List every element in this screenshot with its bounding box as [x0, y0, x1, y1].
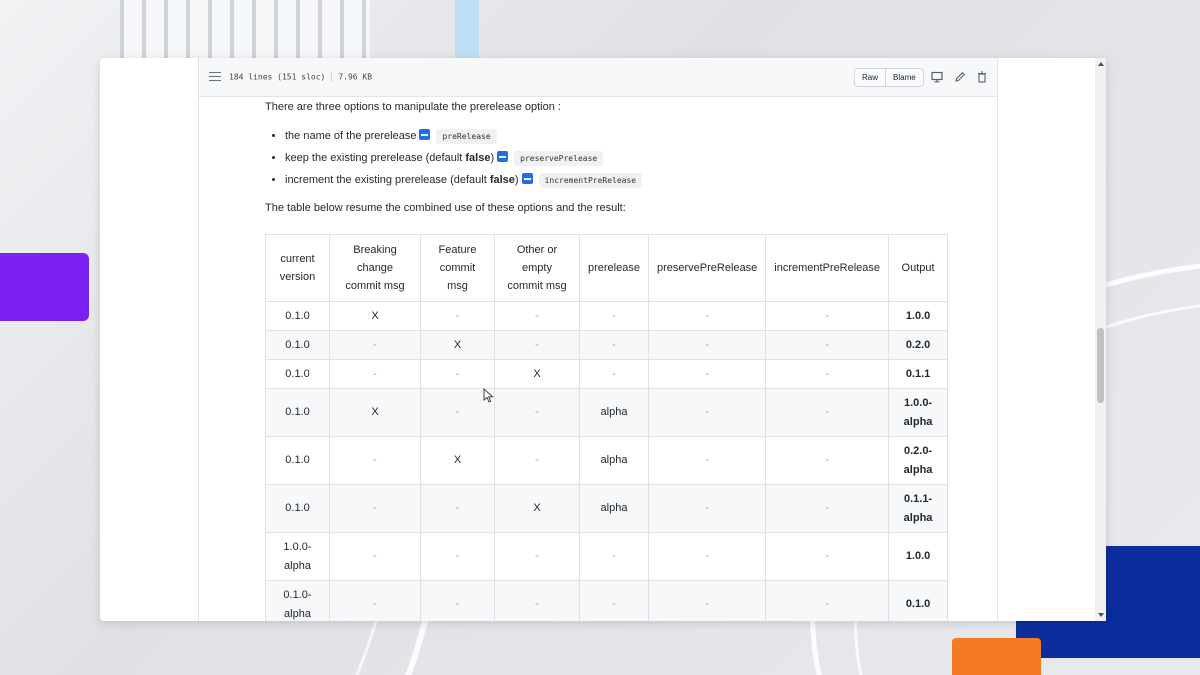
- col-increment-prerelease: incrementPreRelease: [766, 235, 889, 302]
- cell-preserve-prerelease: -: [648, 389, 765, 437]
- table-row: [266, 331, 948, 360]
- mouse-cursor-icon: [483, 388, 495, 404]
- background-orange-block: [952, 638, 1041, 675]
- cell-other: -: [495, 533, 580, 581]
- cell-increment-prerelease: -: [766, 485, 889, 533]
- background-stripes: [120, 0, 370, 60]
- cell-preserve-prerelease: -: [648, 485, 765, 533]
- cell-current-version: 0.1.0: [266, 360, 330, 389]
- col-feature-commit: Feature commit msg: [421, 235, 495, 302]
- cell-other: -: [495, 389, 580, 437]
- cell-output: 1.0.0-alpha: [889, 389, 948, 437]
- col-output: Output: [889, 235, 948, 302]
- cell-output: 0.1.0: [889, 581, 948, 622]
- cell-feature: -: [421, 360, 495, 389]
- cell-preserve-prerelease: -: [648, 302, 765, 331]
- cell-other: -: [495, 331, 580, 360]
- cell-prerelease: -: [580, 331, 649, 360]
- blame-button[interactable]: Blame: [885, 69, 923, 86]
- table-row: [266, 485, 948, 533]
- cell-current-version: 0.1.0-alpha: [266, 581, 330, 622]
- cell-preserve-prerelease: -: [648, 581, 765, 622]
- cell-output: 1.0.0: [889, 302, 948, 331]
- cell-current-version: 0.1.0: [266, 485, 330, 533]
- table-row: [266, 302, 948, 331]
- cell-preserve-prerelease: -: [648, 437, 765, 485]
- intro-paragraph: There are three options to manipulate the prerelease option :: [265, 101, 561, 113]
- file-viewer-window: [100, 58, 1106, 621]
- cell-increment-prerelease: -: [766, 581, 889, 622]
- cell-other: -: [495, 581, 580, 622]
- cell-current-version: 1.0.0-alpha: [266, 533, 330, 581]
- inline-code: incrementPreRelease: [539, 173, 643, 188]
- file-meta: [229, 72, 372, 82]
- cell-preserve-prerelease: -: [648, 331, 765, 360]
- cell-preserve-prerelease: -: [648, 533, 765, 581]
- col-prerelease: prerelease: [580, 235, 649, 302]
- cell-output: 1.0.0: [889, 533, 948, 581]
- background-purple-block: [0, 253, 89, 321]
- cell-increment-prerelease: -: [766, 360, 889, 389]
- col-other-commit: Other or empty commit msg: [495, 235, 580, 302]
- line-count: 184 lines (151 sloc): [229, 72, 326, 82]
- lines-icon: [209, 72, 221, 82]
- cell-prerelease: alpha: [580, 389, 649, 437]
- cell-breaking-change: -: [330, 485, 421, 533]
- table-intro: The table below resume the combined use of these options and the result:: [265, 202, 626, 214]
- cell-breaking-change: -: [330, 533, 421, 581]
- view-button-group: [854, 68, 924, 87]
- cell-output: 0.1.1: [889, 360, 948, 389]
- cell-feature: -: [421, 302, 495, 331]
- cell-current-version: 0.1.0: [266, 389, 330, 437]
- raw-button[interactable]: Raw: [862, 73, 879, 82]
- scroll-up-icon[interactable]: [1098, 62, 1104, 66]
- table-row: [266, 437, 948, 485]
- table-row: [266, 389, 948, 437]
- cell-increment-prerelease: -: [766, 437, 889, 485]
- arrow-icon: [419, 129, 430, 140]
- cell-other: X: [495, 485, 580, 533]
- inline-code: preservePrelease: [514, 151, 603, 166]
- cell-other: -: [495, 302, 580, 331]
- cell-breaking-change: -: [330, 331, 421, 360]
- table-header-row: [266, 235, 948, 302]
- cell-output: 0.1.1-alpha: [889, 485, 948, 533]
- cell-preserve-prerelease: -: [648, 360, 765, 389]
- desktop-icon[interactable]: [931, 70, 943, 82]
- cell-feature: -: [421, 581, 495, 622]
- col-preserve-prerelease: preservePreRelease: [648, 235, 765, 302]
- arrow-icon: [522, 173, 533, 184]
- cell-other: X: [495, 360, 580, 389]
- cell-increment-prerelease: -: [766, 302, 889, 331]
- cell-other: -: [495, 437, 580, 485]
- cell-prerelease: alpha: [580, 485, 649, 533]
- cell-current-version: 0.1.0: [266, 302, 330, 331]
- list-item: • the name of the prerelease preRelease: [285, 125, 985, 147]
- cell-feature: X: [421, 331, 495, 360]
- inline-code: preRelease: [436, 129, 496, 144]
- cell-prerelease: -: [580, 581, 649, 622]
- edit-pencil-icon[interactable]: [954, 70, 966, 82]
- cell-prerelease: -: [580, 360, 649, 389]
- table-row: [266, 581, 948, 622]
- options-list: [265, 125, 985, 191]
- file-size: 7.96 KB: [338, 72, 373, 82]
- table-row: [266, 360, 948, 389]
- arrow-icon: [497, 151, 508, 162]
- cell-breaking-change: -: [330, 437, 421, 485]
- list-item: • keep the existing prerelease (default false) preservePrelease: [285, 147, 985, 169]
- list-item: • increment the existing prerelease (default false) incrementPreRelease: [285, 169, 985, 191]
- cell-increment-prerelease: -: [766, 331, 889, 360]
- cell-feature: -: [421, 389, 495, 437]
- col-breaking-change: Breaking change commit msg: [330, 235, 421, 302]
- cell-prerelease: -: [580, 302, 649, 331]
- markdown-body: [265, 97, 985, 620]
- cell-output: 0.2.0-alpha: [889, 437, 948, 485]
- scroll-down-icon[interactable]: [1098, 613, 1104, 617]
- vertical-scrollbar[interactable]: [1095, 58, 1106, 621]
- cell-breaking-change: -: [330, 360, 421, 389]
- cell-feature: X: [421, 437, 495, 485]
- scroll-thumb[interactable]: [1097, 328, 1104, 403]
- file-panel: [198, 58, 998, 621]
- cell-feature: -: [421, 533, 495, 581]
- cell-prerelease: alpha: [580, 437, 649, 485]
- background-blue-bar: [455, 0, 479, 58]
- cell-breaking-change: X: [330, 302, 421, 331]
- file-header: [199, 58, 997, 97]
- col-current-version: current version: [266, 235, 330, 302]
- options-table: [265, 234, 948, 621]
- cell-increment-prerelease: -: [766, 389, 889, 437]
- cell-breaking-change: X: [330, 389, 421, 437]
- cell-feature: -: [421, 485, 495, 533]
- cell-current-version: 0.1.0: [266, 437, 330, 485]
- cell-breaking-change: -: [330, 581, 421, 622]
- cell-output: 0.2.0: [889, 331, 948, 360]
- trash-icon[interactable]: [976, 70, 988, 82]
- cell-prerelease: -: [580, 533, 649, 581]
- cell-current-version: 0.1.0: [266, 331, 330, 360]
- table-row: [266, 533, 948, 581]
- cell-increment-prerelease: -: [766, 533, 889, 581]
